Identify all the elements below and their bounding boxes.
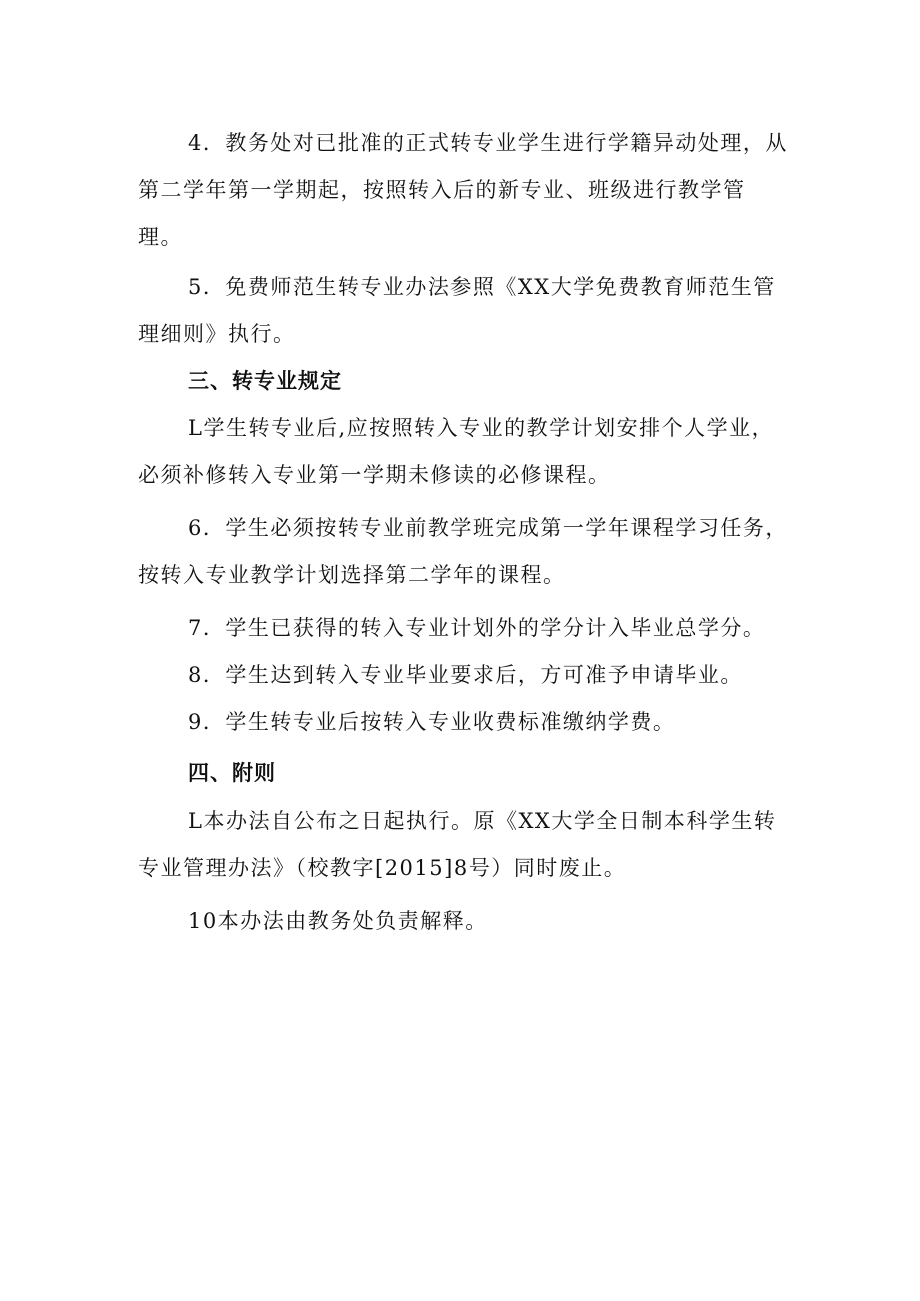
paragraph-item-4: 4．教务处对已批准的正式转专业学生进行学籍异动处理，从第二学年第一学期起，按照转入后的新专业、班级进行教学管理。 (138, 131, 788, 249)
paragraph-regulation-6: 6．学生必须按转专业前教学班完成第一学年课程学习任务，按转入专业教学计划选择第二学年的课程。 (138, 516, 788, 587)
paragraph-regulation-8: 8．学生达到转入专业毕业要求后，方可准予申请毕业。 (188, 663, 743, 687)
section-heading-supplementary: 四、附则 (188, 761, 276, 785)
paragraph-supplementary-10: 10本办法由教务处负责解释。 (188, 909, 488, 933)
section-heading-regulations: 三、转专业规定 (188, 369, 342, 393)
paragraph-regulation-7: 7．学生已获得的转入专业计划外的学分计入毕业总学分。 (188, 616, 766, 640)
paragraph-regulation-9: 9．学生转专业后按转入专业收费标准缴纳学费。 (188, 710, 676, 734)
paragraph-item-5: 5．免费师范生转专业办法参照《XX大学免费教育师范生管理细则》执行。 (138, 275, 776, 346)
paragraph-regulation-1: L学生转专业后,应按照转入专业的教学计划安排个人学业，必须补修转入专业第一学期未修读的必修课程。 (138, 416, 775, 487)
paragraph-supplementary-1: L本办法自公布之日起执行。原《XX大学全日制本科学生转专业管理办法》（校教字[2015]8号）同时废止。 (138, 809, 777, 880)
